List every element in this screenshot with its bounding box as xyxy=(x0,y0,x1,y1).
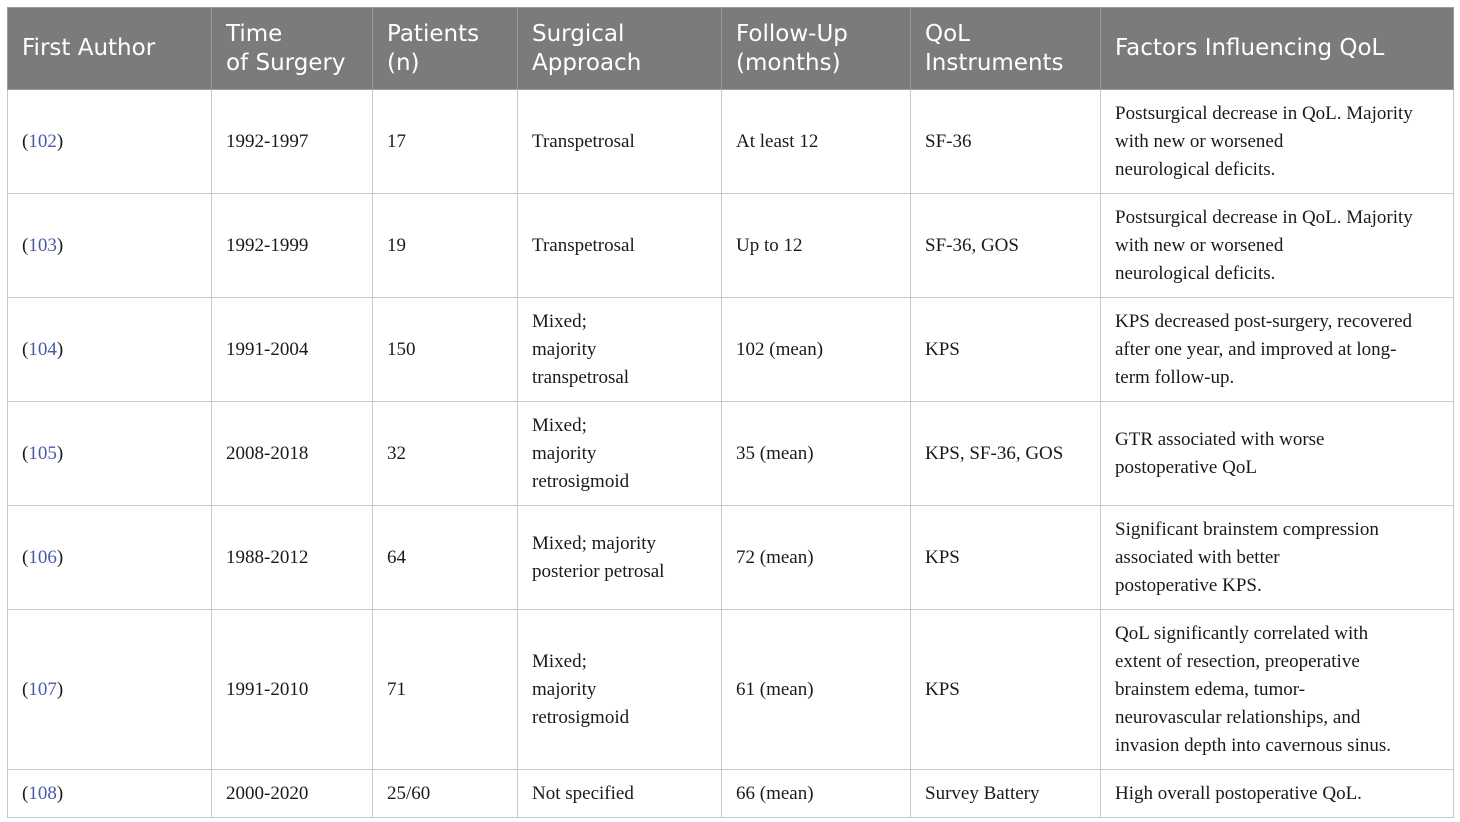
patients-cell: 64 xyxy=(373,506,518,610)
time-cell: 1988-2012 xyxy=(212,506,373,610)
instruments-cell: Survey Battery xyxy=(911,770,1101,818)
instruments-cell: SF-36 xyxy=(911,90,1101,194)
table-row xyxy=(8,506,1454,610)
header-factors: Factors Influencing QoL xyxy=(1101,8,1454,90)
approach-cell: Mixed; majority retrosigmoid xyxy=(518,402,722,506)
patients-cell: 19 xyxy=(373,194,518,298)
instruments-cell: KPS xyxy=(911,610,1101,770)
patients-cell: 150 xyxy=(373,298,518,402)
author-cell: (104) xyxy=(8,298,212,402)
approach-cell: Mixed; majority transpetrosal xyxy=(518,298,722,402)
followup-cell: Up to 12 xyxy=(722,194,911,298)
table-row xyxy=(8,610,1454,770)
header-row xyxy=(8,8,1454,90)
factors-cell: Postsurgical decrease in QoL. Majority with new or worsened neurological deficits. xyxy=(1101,90,1454,194)
followup-cell: 61 (mean) xyxy=(722,610,911,770)
instruments-cell: KPS, SF-36, GOS xyxy=(911,402,1101,506)
table-body xyxy=(8,90,1454,818)
instruments-cell: SF-36, GOS xyxy=(911,194,1101,298)
table-row xyxy=(8,90,1454,194)
reference-link[interactable]: 108 xyxy=(28,782,57,804)
table-row xyxy=(8,194,1454,298)
approach-cell: Mixed; majority retrosigmoid xyxy=(518,610,722,770)
header-patients: Patients (n) xyxy=(373,8,518,90)
author-cell: (103) xyxy=(8,194,212,298)
time-cell: 2000-2020 xyxy=(212,770,373,818)
author-cell: (102) xyxy=(8,90,212,194)
instruments-cell: KPS xyxy=(911,506,1101,610)
followup-cell: At least 12 xyxy=(722,90,911,194)
patients-cell: 71 xyxy=(373,610,518,770)
patients-cell: 25/60 xyxy=(373,770,518,818)
factors-cell: QoL significantly correlated with extent of resection, preoperative brainstem edema, tumor- neurovascular relationships, and invasion depth into cavernous sinus. xyxy=(1101,610,1454,770)
table-row xyxy=(8,770,1454,818)
patients-cell: 32 xyxy=(373,402,518,506)
followup-cell: 66 (mean) xyxy=(722,770,911,818)
factors-cell: GTR associated with worse postoperative QoL xyxy=(1101,402,1454,506)
reference-link[interactable]: 103 xyxy=(28,234,57,256)
author-cell: (106) xyxy=(8,506,212,610)
time-cell: 1991-2010 xyxy=(212,610,373,770)
factors-cell: Postsurgical decrease in QoL. Majority with new or worsened neurological deficits. xyxy=(1101,194,1454,298)
patients-cell: 17 xyxy=(373,90,518,194)
author-cell: (108) xyxy=(8,770,212,818)
factors-cell: High overall postoperative QoL. xyxy=(1101,770,1454,818)
time-cell: 1992-1997 xyxy=(212,90,373,194)
followup-cell: 35 (mean) xyxy=(722,402,911,506)
reference-link[interactable]: 106 xyxy=(28,546,57,568)
author-cell: (105) xyxy=(8,402,212,506)
header-time-of-surgery: Time of Surgery xyxy=(212,8,373,90)
time-cell: 1992-1999 xyxy=(212,194,373,298)
table-header xyxy=(8,8,1454,90)
qol-studies-table xyxy=(7,7,1454,818)
header-follow-up: Follow-Up (months) xyxy=(722,8,911,90)
table-row xyxy=(8,298,1454,402)
approach-cell: Transpetrosal xyxy=(518,90,722,194)
header-qol-instruments: QoL Instruments xyxy=(911,8,1101,90)
time-cell: 2008-2018 xyxy=(212,402,373,506)
reference-link[interactable]: 107 xyxy=(28,678,57,700)
factors-cell: Significant brainstem compression associated with better postoperative KPS. xyxy=(1101,506,1454,610)
reference-link[interactable]: 105 xyxy=(28,442,57,464)
reference-link[interactable]: 104 xyxy=(28,338,57,360)
approach-cell: Mixed; majority posterior petrosal xyxy=(518,506,722,610)
approach-cell: Transpetrosal xyxy=(518,194,722,298)
table-row xyxy=(8,402,1454,506)
reference-link[interactable]: 102 xyxy=(28,130,57,152)
factors-cell: KPS decreased post-surgery, recovered after one year, and improved at long- term follow-up. xyxy=(1101,298,1454,402)
approach-cell: Not specified xyxy=(518,770,722,818)
author-cell: (107) xyxy=(8,610,212,770)
followup-cell: 102 (mean) xyxy=(722,298,911,402)
time-cell: 1991-2004 xyxy=(212,298,373,402)
header-first-author: First Author xyxy=(8,8,212,90)
followup-cell: 72 (mean) xyxy=(722,506,911,610)
instruments-cell: KPS xyxy=(911,298,1101,402)
header-surgical-approach: Surgical Approach xyxy=(518,8,722,90)
